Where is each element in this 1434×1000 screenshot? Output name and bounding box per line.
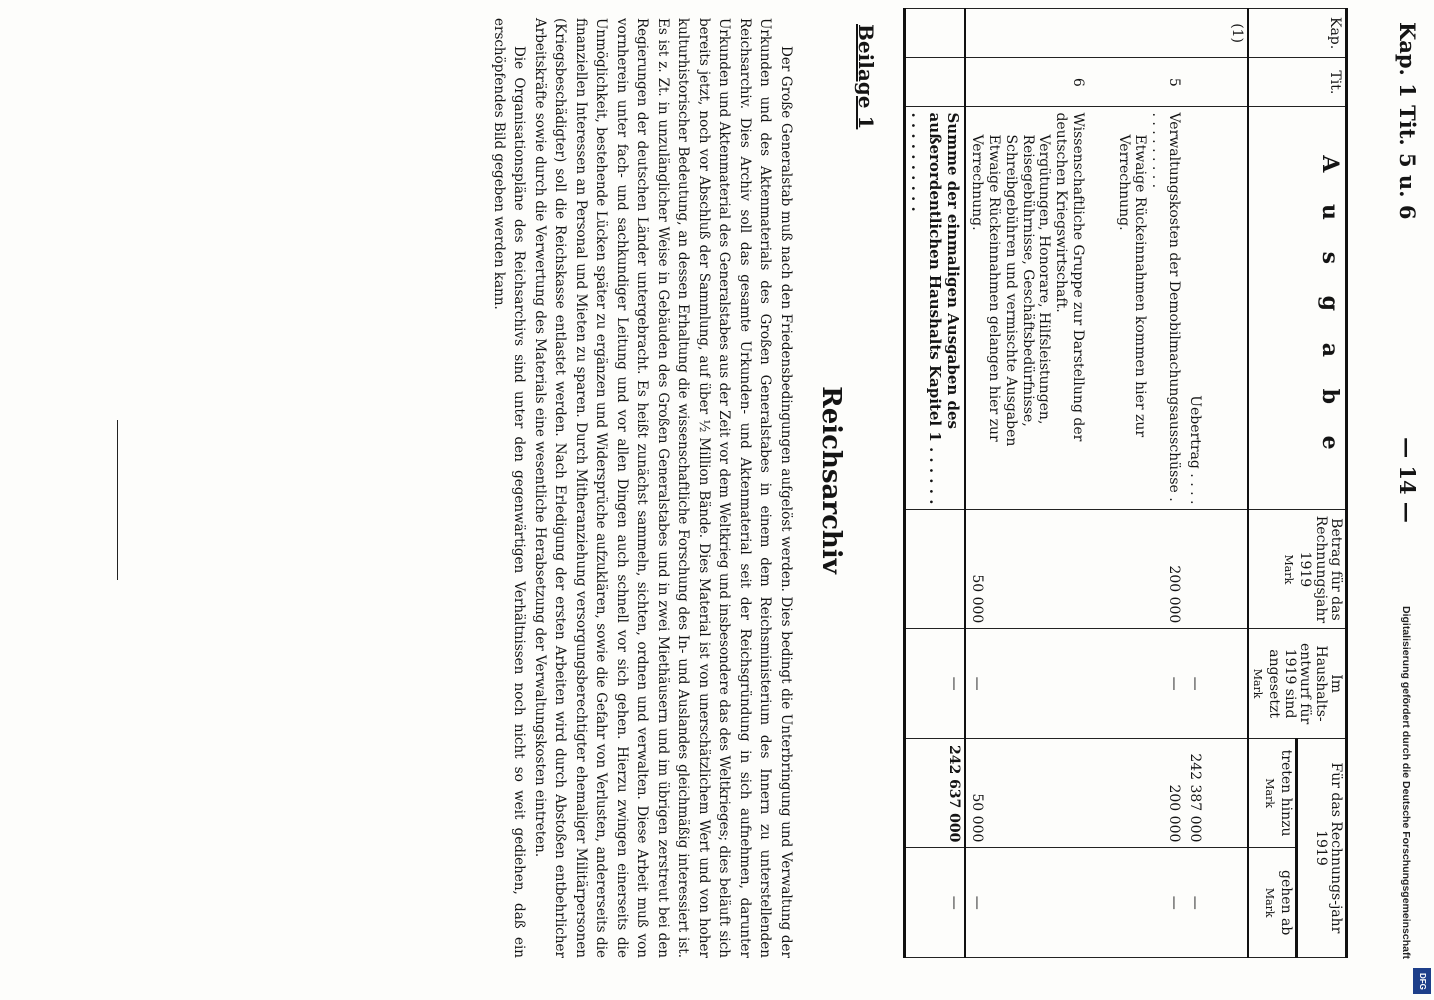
header-tit: Tit. bbox=[1248, 58, 1347, 107]
row-betrag: 200 000 bbox=[1088, 510, 1184, 629]
row-desc: Uebertrag . . . . bbox=[1184, 107, 1248, 510]
budget-table bbox=[903, 8, 1348, 958]
header-betrag-unit: Mark bbox=[1281, 554, 1295, 585]
sum-betrag bbox=[905, 510, 966, 629]
beilage-label: Beilage 1 bbox=[854, 24, 878, 130]
row-treten: 242 387 000 bbox=[1184, 738, 1248, 848]
header-gehen-unit: Mark bbox=[1262, 887, 1276, 918]
header-betrag bbox=[1248, 510, 1347, 629]
row-haushalt: — bbox=[1184, 629, 1248, 739]
page-number: — 14 — bbox=[1395, 437, 1420, 523]
row-betrag: 50 000 bbox=[965, 510, 1088, 629]
row-desc bbox=[965, 107, 1088, 510]
table-sum-row bbox=[905, 9, 966, 958]
row-haushalt: — bbox=[1088, 629, 1184, 739]
sum-haushalt: — bbox=[905, 629, 966, 739]
row-gehen: — bbox=[965, 848, 1088, 958]
digitization-credit: Digitalisierung gefördert durch die Deutsche Forschungsgemeinschaft bbox=[1400, 606, 1412, 959]
row-betrag bbox=[1184, 510, 1248, 629]
header-haushalt bbox=[1248, 629, 1347, 739]
paragraph: Der Große Generalstab muß nach den Friedensbedingungen aufgelöst werden. Dies bedingt die Unterbringung und Verwaltung der Urkunden und des Aktenmaterials des Großen Generalstabes in einem dem Reichsministerium des Innern zu unterstellenden Reichsarchiv. Dies Archiv soll das gesamte Urkunden- und Aktenmaterial seit der Reichsgründung in sich aufnehmen, darunter Urkunden und Aktenmaterial des Generalstabes aus der Zeit vor dem Weltkrieg und insbesondere das des Weltkrieges; dies beläuft sich bereits jetzt, noch vor Abschluß der Sammlung, auf über ½ Million Bände. Dies Material ist von unerschätzlichem Wert und von hoher kulturhistorischer Bedeutung, an dessen Erhaltung die wissenschaftliche Forschung des In- und Auslandes gleichmäßig interessiert ist. Es ist z. Zt. in unzulänglicher Weise in Gebäuden des Großen Generalstabes und in zwei Miethäusern und im übrigen zerstreut bei den Regierungen der deutschen Länder untergebracht. Es heißt zunächst sammeln, sichten, ordnen und verwalten. Diese Arbeit muß von vornherein unter fach- und sachkundiger Leitung und vor allen Dingen auch schnell vor sich gehen. Hierzu zwingen einerseits die Unmöglichkeit, bestehende Lücken später zu ergänzen und Widersprüche aufzuklären, sowie die Gefahr von Verlusten, andererseits die finanziellen Interessen an Personal und Mieten zu sparen. Durch Mitheranziehung versorgungsberechtigter ehemaliger Militärpersonen (Kriegsbeschädigter) soll die Reichskasse entlastet werden. Nach Erledigung der ersten Arbeiten wird durch Abstoßen entbehrlicher Arbeitskräfte sowie durch die Verwertung des Materials eine wesentliche Herabsetzung der Verwaltungskosten eintreten. bbox=[532, 18, 794, 958]
sum-desc: Summe der einmaligen Ausgaben des außerordentlichen Haushalts Kapitel 1 . . . . . . . . . . . . . . . . bbox=[905, 107, 966, 510]
row-haushalt: — bbox=[965, 629, 1088, 739]
sum-kap bbox=[905, 9, 966, 58]
header-treten-label: treten hinzu bbox=[1278, 749, 1295, 837]
header-haushalt-unit: Mark bbox=[1251, 668, 1265, 699]
header-ausgabe-title: A u s g a b e bbox=[1317, 155, 1343, 462]
row-gehen: — bbox=[1184, 848, 1248, 958]
sum-treten: 242 637 000 bbox=[905, 738, 966, 848]
table-row bbox=[965, 9, 1088, 958]
header-treten-unit: Mark bbox=[1262, 778, 1276, 808]
header-gehen bbox=[1248, 848, 1297, 958]
header-group: Für das Rechnungs-jahr 1919 bbox=[1297, 738, 1347, 957]
row-desc-sub: Etwaige Rückeinnahmen kommen hier zur Verrechnung. bbox=[1115, 134, 1149, 438]
body-text bbox=[489, 18, 797, 958]
row-tit bbox=[1184, 58, 1248, 107]
row-desc-sub: Vergütungen, Honorare, Hilfsleistungen, Reisegebührnisse, Geschäftsbedürfnisse, Schreibgebühren und vermischte Ausgaben bbox=[1002, 134, 1053, 447]
header-treten bbox=[1248, 738, 1297, 848]
row-desc-main: Verwaltungskosten der Demobilmachungsausschüsse . . . . . . . . . . bbox=[1149, 112, 1182, 502]
table-row bbox=[1088, 9, 1184, 958]
row-desc-sub: Etwaige Rückeinnahmen gelangen hier zur Verrechnung. bbox=[969, 134, 1002, 442]
row-tit: 5 bbox=[1088, 58, 1184, 107]
sum-tit bbox=[905, 58, 966, 107]
row-gehen: — bbox=[1088, 848, 1184, 958]
row-kap: (1) bbox=[1184, 9, 1248, 58]
header-gehen-label: gehen ab bbox=[1278, 870, 1295, 936]
header-kap: Kap. bbox=[1248, 9, 1347, 58]
row-tit: 6 bbox=[965, 58, 1088, 107]
header-ausgabe bbox=[1248, 107, 1347, 510]
row-treten: 50 000 bbox=[965, 738, 1088, 848]
paragraph: Die Organisationspläne des Reichsarchivs sind unter den gegenwärtigen Verhältnissen noch nicht so weit gediehen, daß ein erschöpfendes Bild gegeben werden kann. bbox=[491, 18, 528, 958]
row-desc bbox=[1088, 107, 1184, 510]
divider bbox=[117, 420, 118, 580]
row-kap bbox=[965, 9, 1088, 58]
header-betrag-label: Betrag für das Rechnungsjahr 1919 bbox=[1297, 515, 1344, 624]
table-row bbox=[1184, 9, 1248, 958]
row-kap bbox=[1088, 9, 1184, 58]
table-header-row bbox=[1297, 9, 1347, 958]
dfg-logo: DFG bbox=[1413, 968, 1431, 994]
section-heading: Reichsarchiv bbox=[816, 386, 846, 574]
row-treten: 200 000 bbox=[1088, 738, 1184, 848]
page-header-left: Kap. 1 Tit. 5 u. 6 bbox=[1395, 22, 1420, 220]
header-haushalt-label: Im Haushalts-entwurf für 1919 sind angesetzt bbox=[1266, 643, 1344, 725]
row-desc-main: Wissenschaftliche Gruppe zur Darstellung der deutschen Kriegswirtschaft. bbox=[1053, 112, 1086, 442]
sum-gehen: — bbox=[905, 848, 966, 958]
